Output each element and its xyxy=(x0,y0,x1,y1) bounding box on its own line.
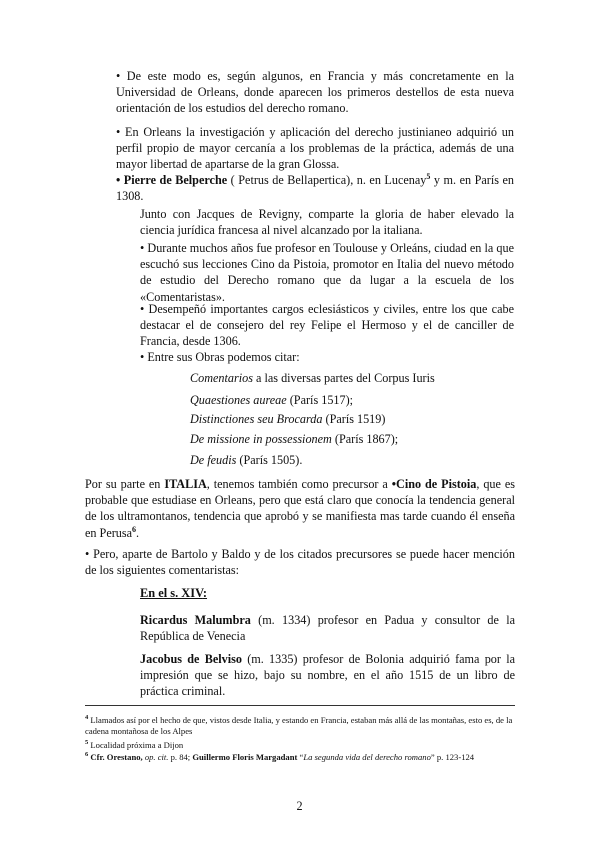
paragraph-text: , tenemos también como precursor a xyxy=(206,477,392,491)
footnote-number: 5 xyxy=(85,739,89,747)
paragraph-text: • Durante muchos años fue profesor en Toulouse y Orleáns, ciudad en la que escuchó sus lecciones Cino da Pistoia, promotor en Italia del nuevo método de estudio del Derecho romano que da lugar a la escuela de los «Comentaristas». xyxy=(140,241,514,304)
paragraph-orleans-research xyxy=(116,124,514,173)
paragraph-obras-intro xyxy=(140,349,514,365)
person-name: Ricardus Malumbra xyxy=(140,613,251,627)
paragraph-orleans-intro xyxy=(116,68,514,117)
work-item xyxy=(190,452,302,468)
paragraph-comentaristas xyxy=(85,546,515,578)
work-title: De missione in possessionem xyxy=(190,432,332,446)
paragraph-text: • De este modo es, según algunos, en Francia y más concretamente en la Universidad de Orleans, donde aparecen los primeros destellos de esta nueva orientación de los estudios del derecho romano. xyxy=(116,69,514,116)
paragraph-italia xyxy=(85,476,515,541)
footnote-text: p. 84; xyxy=(168,752,193,762)
paragraph-text: . xyxy=(136,525,140,540)
paragraph-toulouse xyxy=(140,240,514,305)
paragraph-revigny xyxy=(140,206,514,238)
section-heading-colon: : xyxy=(202,586,208,600)
paragraph-text: ( Petrus de Bellapertica), n. en Lucenay xyxy=(227,173,427,187)
paragraph-text: • Entre sus Obras podemos citar: xyxy=(140,350,300,364)
paragraph-belperche xyxy=(116,172,514,204)
footnote-text: ” p. 123-124 xyxy=(430,752,475,762)
paragraph-text: • Desempeñó importantes cargos eclesiásticos y civiles, entre los que cabe destacar el de consejero del rey Felipe el Hermoso y el de canciller de Francia, desde 1306. xyxy=(140,302,514,349)
work-detail: (París 1517); xyxy=(286,393,354,407)
paragraph-text: Junto con Jacques de Revigny, comparte la gloria de haber elevado la ciencia jurídica francesa al nivel alcanzado por la italiana. xyxy=(140,207,514,238)
work-title: De feudis xyxy=(190,453,237,467)
footnote-text: “ xyxy=(297,752,304,762)
footnote-5 xyxy=(85,740,515,751)
footnote-number: 6 xyxy=(85,751,89,759)
footnote-author: Guillermo Floris Margadant xyxy=(192,752,298,762)
footnote-text: op. cit. xyxy=(144,752,169,762)
work-title: Comentarios xyxy=(190,371,253,385)
footnote-6 xyxy=(85,752,515,763)
paragraph-text: y m. en París en 1308. xyxy=(116,173,514,204)
section-heading-text: En el s. XIV xyxy=(140,586,203,600)
work-detail: (París 1867); xyxy=(331,432,399,446)
footnote-ref-6[interactable]: 6 xyxy=(132,524,137,534)
footnote-separator xyxy=(85,705,515,706)
country-name: ITALIA xyxy=(164,477,207,491)
person-name: • Pierre de Belperche xyxy=(116,173,228,187)
paragraph-cargos xyxy=(140,301,514,350)
work-detail: (París 1505). xyxy=(236,453,303,467)
paragraph-text: • Pero, aparte de Bartolo y Baldo y de los citados precursores se puede hacer mención de los siguientes comentaristas: xyxy=(85,547,515,578)
work-item xyxy=(190,411,385,427)
person-name: •Cino de Pistoia xyxy=(391,477,477,491)
paragraph-text: (m. 1334) profesor en Padua y consultor de la República de Venecia xyxy=(140,613,516,644)
footnote-title: La segunda vida del derecho romano xyxy=(303,752,431,762)
footnote-text: Cfr. Orestano, xyxy=(88,752,145,762)
footnote-text: Localidad próxima a Dijon xyxy=(88,740,184,750)
work-title: Quaestiones aureae xyxy=(190,393,287,407)
paragraph-belviso xyxy=(140,651,515,700)
paragraph-text: , que es probable que estudiase en Orleans, pero que está claro que conocía la tendencia general de los ultramontanos, tendencia que aprobó y se manifiesta mas tarde cuando él enseña en Perusa xyxy=(85,477,515,540)
work-title: Distinctiones seu Brocarda xyxy=(190,412,323,426)
person-name: Jacobus de Belviso xyxy=(140,652,242,666)
footnote-ref-5[interactable]: 5 xyxy=(426,171,431,181)
footnote-number: 4 xyxy=(85,714,89,722)
section-heading xyxy=(140,586,207,601)
work-item xyxy=(190,392,353,408)
page-number: 2 xyxy=(296,799,303,813)
paragraph-text: (m. 1335) profesor de Bolonia adquirió fama por la impresión que se hizo, bajo su nombre, en el año 1515 de un libro de práctica criminal. xyxy=(140,652,515,699)
paragraph-malumbra xyxy=(140,612,515,644)
work-item xyxy=(190,370,435,386)
footnote-text: Llamados así por el hecho de que, vistos desde Italia, y estando en Francia, estaban más allá de las montañas, esto es, de la cadena montañosa de los Alpes xyxy=(85,715,513,736)
work-detail: a las diversas partes del Corpus Iuris xyxy=(252,371,435,385)
paragraph-text: Por su parte en xyxy=(85,477,165,491)
work-item xyxy=(190,431,398,447)
work-detail: (París 1519) xyxy=(322,412,386,426)
paragraph-text: • En Orleans la investigación y aplicación del derecho justinianeo adquirió un perfil propio de mayor cercanía a los problemas de la práctica, además de una mayor libertad de apartarse de la gran Glossa. xyxy=(116,125,514,172)
footnote-4 xyxy=(85,715,515,737)
